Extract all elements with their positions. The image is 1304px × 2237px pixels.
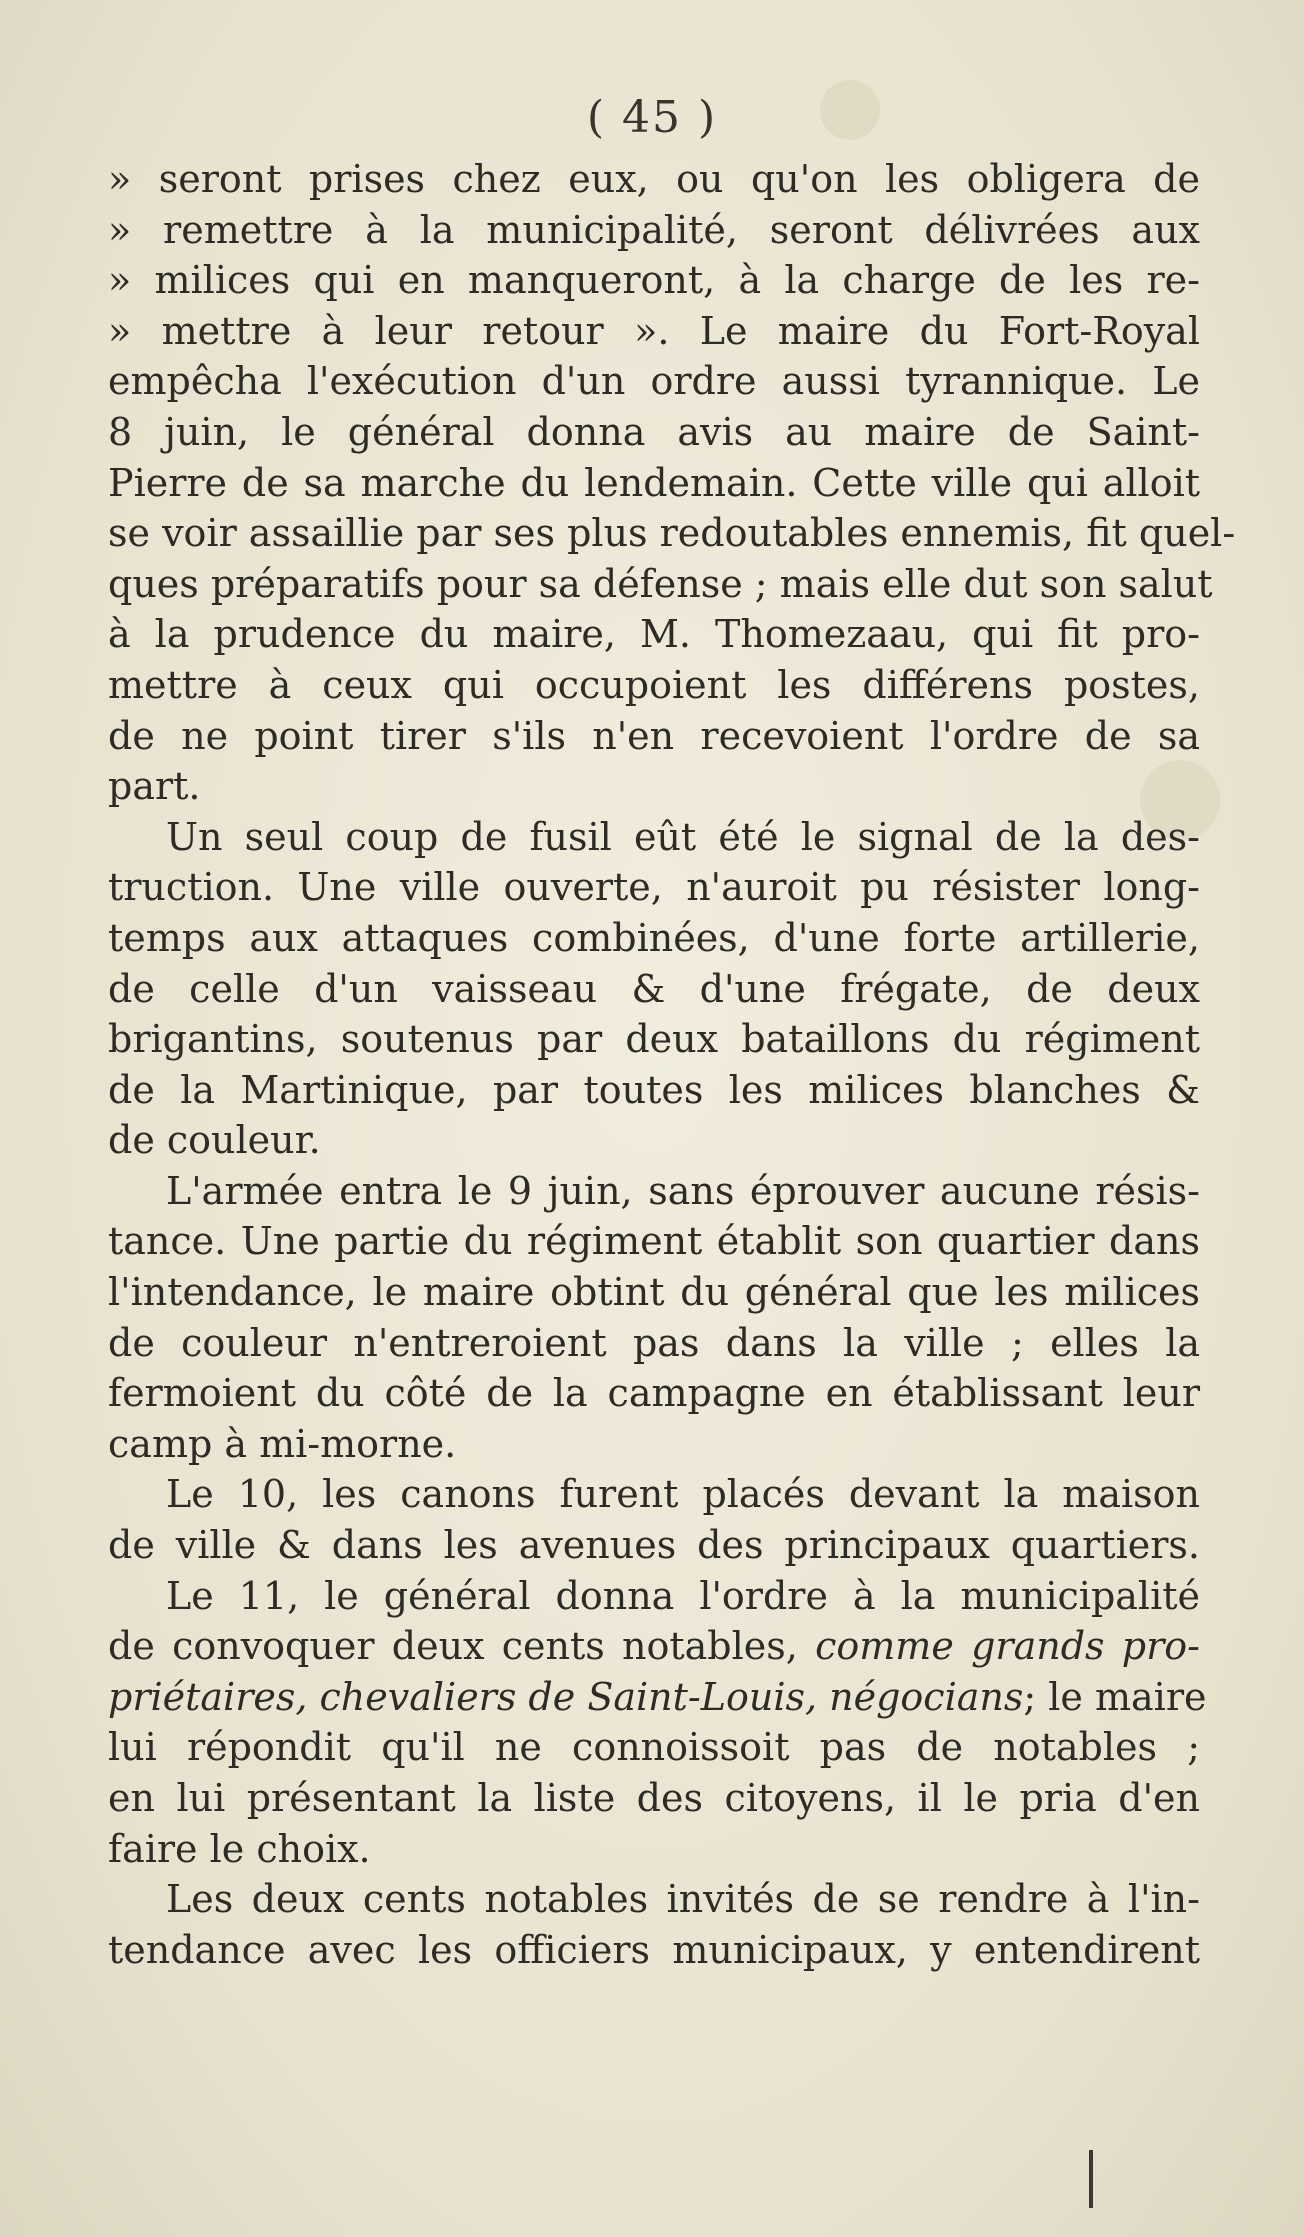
text-line: Pierre de sa marche du lendemain. Cette ville qui alloit — [108, 460, 1200, 505]
text-line: l'intendance, le maire obtint du général que les milices — [108, 1270, 1200, 1315]
text-line: temps aux attaques combinées, d'une forte artillerie, — [108, 915, 1200, 960]
text-line: tance. Une partie du régiment établit son quartier dans — [108, 1219, 1200, 1264]
page-number: ( 45 ) — [586, 92, 718, 143]
text-line: en lui présentant la liste des citoyens, il le pria d'en — [108, 1776, 1200, 1820]
italic-text: priétaires, chevaliers de Saint-Louis, négocians — [108, 1674, 1024, 1719]
text-line: part. — [108, 764, 201, 809]
text-line: » seront prises chez eux, ou qu'on les obligera de — [108, 157, 1200, 201]
text-line: lui répondit qu'il ne connoissoit pas de notables ; — [108, 1725, 1200, 1770]
text-line: faire le choix. — [108, 1826, 371, 1871]
italic-text: comme grands pro- — [815, 1624, 1200, 1669]
margin-mark — [1089, 2150, 1093, 2208]
text-line: Le 11, le général donna l'ordre à la municipalité — [166, 1573, 1200, 1618]
text-line: de convoquer deux cents notables, comme grands pro- — [108, 1624, 1200, 1669]
text-line: fermoient du côté de la campagne en établissant leur — [108, 1371, 1200, 1416]
text-line: de couleur n'entreroient pas dans la ville ; elles la — [108, 1320, 1200, 1365]
text-line: » remettre à la municipalité, seront délivrées aux — [108, 207, 1200, 252]
text-line: de couleur. — [108, 1118, 321, 1163]
body-text — [108, 154, 1236, 1975]
text-line: priétaires, chevaliers de Saint-Louis, négocians; le maire — [108, 1674, 1207, 1719]
text-line: L'armée entra le 9 juin, sans éprouver aucune résis- — [166, 1168, 1200, 1213]
text-line: se voir assaillie par ses plus redoutables ennemis, fit quel- — [108, 511, 1236, 556]
text-line: » milices qui en manqueront, à la charge de les re- — [108, 258, 1200, 303]
text-line: Les deux cents notables invités de se rendre à l'in- — [166, 1877, 1200, 1922]
text-line: de celle d'un vaisseau & d'une frégate, de deux — [108, 966, 1200, 1011]
text-line: Le 10, les canons furent placés devant la maison — [166, 1472, 1200, 1517]
text-line: tendance avec les officiers municipaux, y entendirent — [108, 1927, 1200, 1972]
text-line: ques préparatifs pour sa défense ; mais elle dut son salut — [108, 561, 1213, 606]
text-line: Un seul coup de fusil eût été le signal de la des- — [166, 814, 1200, 859]
text-line: » mettre à leur retour ». Le maire du Fort-Royal — [108, 308, 1200, 353]
text-line: camp à mi-morne. — [108, 1421, 457, 1466]
text-line: de la Martinique, par toutes les milices blanches & — [108, 1067, 1200, 1112]
text-line: mettre à ceux qui occupoient les différens postes, — [108, 662, 1200, 707]
text-line: brigantins, soutenus par deux bataillons du régiment — [108, 1017, 1200, 1062]
text-line: de ne point tirer s'ils n'en recevoient l'ordre de sa — [108, 713, 1200, 758]
text-line: truction. Une ville ouverte, n'auroit pu résister long- — [108, 865, 1200, 910]
text-line: empêcha l'exécution d'un ordre aussi tyrannique. Le — [108, 359, 1200, 404]
text-line: à la prudence du maire, M. Thomezaau, qui fit pro- — [108, 612, 1200, 657]
text-line: 8 juin, le général donna avis au maire de Saint- — [108, 409, 1200, 454]
text-line: de ville & dans les avenues des principaux quartiers. — [108, 1523, 1200, 1568]
